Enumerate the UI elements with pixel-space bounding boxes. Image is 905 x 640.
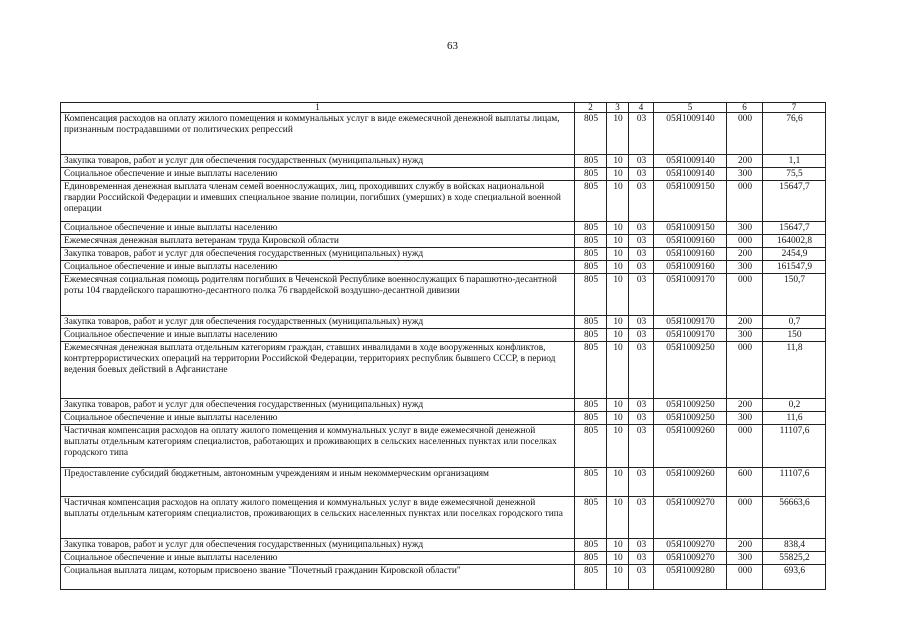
row-section-cell: 10	[607, 412, 629, 425]
row-expense-type-cell: 000	[727, 181, 763, 222]
row-section-cell: 10	[607, 539, 629, 552]
row-amount-cell: 150,7	[763, 274, 826, 316]
row-subsection-cell: 03	[629, 329, 654, 342]
row-subsection-cell: 03	[629, 316, 654, 329]
row-section-cell: 10	[607, 261, 629, 274]
row-target-article-cell: 05Я1009280	[654, 565, 727, 590]
row-amount-cell: 15647,7	[763, 222, 826, 235]
row-ministry-code-cell: 805	[575, 497, 607, 539]
row-subsection-cell: 03	[629, 468, 654, 497]
table-row	[61, 399, 826, 412]
row-name-cell: Предоставление субсидий бюджетным, автономным учреждениям и иным некоммерческим организациям	[61, 468, 575, 497]
row-amount-cell: 76,6	[763, 113, 826, 155]
header-cell: 7	[763, 103, 826, 113]
row-expense-type-cell: 200	[727, 155, 763, 168]
row-subsection-cell: 03	[629, 399, 654, 412]
row-amount-cell: 55825,2	[763, 552, 826, 565]
row-amount-cell: 150	[763, 329, 826, 342]
header-cell: 4	[629, 103, 654, 113]
row-ministry-code-cell: 805	[575, 222, 607, 235]
row-ministry-code-cell: 805	[575, 468, 607, 497]
row-section-cell: 10	[607, 565, 629, 590]
row-name-cell: Закупка товаров, работ и услуг для обеспечения государственных (муниципальных) нужд	[61, 539, 575, 552]
table-row	[61, 248, 826, 261]
row-subsection-cell: 03	[629, 261, 654, 274]
row-subsection-cell: 03	[629, 274, 654, 316]
row-target-article-cell: 05Я1009140	[654, 168, 727, 181]
row-section-cell: 10	[607, 552, 629, 565]
row-ministry-code-cell: 805	[575, 155, 607, 168]
row-subsection-cell: 03	[629, 168, 654, 181]
header-cell: 5	[654, 103, 727, 113]
table-row	[61, 261, 826, 274]
row-target-article-cell: 05Я1009170	[654, 316, 727, 329]
row-section-cell: 10	[607, 497, 629, 539]
header-cell: 6	[727, 103, 763, 113]
row-name-cell: Частичная компенсация расходов на оплату жилого помещения и коммунальных услуг в виде ежемесячной денежной выплаты отдельным категориям специалистов, проживающих в сельских населенных пунктах или поселках городского типа	[61, 497, 575, 539]
row-expense-type-cell: 300	[727, 329, 763, 342]
row-ministry-code-cell: 805	[575, 399, 607, 412]
row-amount-cell: 1,1	[763, 155, 826, 168]
row-ministry-code-cell: 805	[575, 168, 607, 181]
row-subsection-cell: 03	[629, 113, 654, 155]
row-expense-type-cell: 000	[727, 497, 763, 539]
row-amount-cell: 15647,7	[763, 181, 826, 222]
row-target-article-cell: 05Я1009270	[654, 497, 727, 539]
header-cell: 3	[607, 103, 629, 113]
table-row	[61, 235, 826, 248]
row-ministry-code-cell: 805	[575, 552, 607, 565]
table-row	[61, 497, 826, 539]
row-section-cell: 10	[607, 399, 629, 412]
table-row	[61, 468, 826, 497]
row-subsection-cell: 03	[629, 222, 654, 235]
row-section-cell: 10	[607, 468, 629, 497]
row-target-article-cell: 05Я1009160	[654, 261, 727, 274]
row-target-article-cell: 05Я1009170	[654, 329, 727, 342]
row-name-cell: Социальное обеспечение и иные выплаты населению	[61, 329, 575, 342]
row-target-article-cell: 05Я1009260	[654, 425, 727, 468]
row-section-cell: 10	[607, 181, 629, 222]
page-number: 63	[447, 40, 458, 52]
row-amount-cell: 11,8	[763, 342, 826, 399]
row-ministry-code-cell: 805	[575, 181, 607, 222]
row-name-cell: Закупка товаров, работ и услуг для обеспечения государственных (муниципальных) нужд	[61, 248, 575, 261]
row-target-article-cell: 05Я1009170	[654, 274, 727, 316]
row-section-cell: 10	[607, 274, 629, 316]
row-section-cell: 10	[607, 235, 629, 248]
row-subsection-cell: 03	[629, 425, 654, 468]
row-target-article-cell: 05Я1009140	[654, 113, 727, 155]
table-row	[61, 539, 826, 552]
row-subsection-cell: 03	[629, 235, 654, 248]
row-expense-type-cell: 300	[727, 222, 763, 235]
row-target-article-cell: 05Я1009250	[654, 399, 727, 412]
row-expense-type-cell: 300	[727, 552, 763, 565]
row-name-cell: Закупка товаров, работ и услуг для обеспечения государственных (муниципальных) нужд	[61, 399, 575, 412]
table-row	[61, 316, 826, 329]
row-ministry-code-cell: 805	[575, 342, 607, 399]
row-ministry-code-cell: 805	[575, 113, 607, 155]
row-target-article-cell: 05Я1009270	[654, 552, 727, 565]
row-ministry-code-cell: 805	[575, 316, 607, 329]
row-amount-cell: 838,4	[763, 539, 826, 552]
header-cell: 1	[61, 103, 575, 113]
row-name-cell: Социальная выплата лицам, которым присвоено звание "Почетный гражданин Кировской области"	[61, 565, 575, 590]
row-amount-cell: 75,5	[763, 168, 826, 181]
row-subsection-cell: 03	[629, 155, 654, 168]
row-target-article-cell: 05Я1009160	[654, 248, 727, 261]
table-header-row	[61, 103, 826, 113]
row-subsection-cell: 03	[629, 552, 654, 565]
row-section-cell: 10	[607, 316, 629, 329]
row-section-cell: 10	[607, 113, 629, 155]
header-cell: 2	[575, 103, 607, 113]
row-subsection-cell: 03	[629, 565, 654, 590]
row-subsection-cell: 03	[629, 248, 654, 261]
row-section-cell: 10	[607, 425, 629, 468]
row-name-cell: Ежемесячная денежная выплата отдельным категориям граждан, ставших инвалидами в ходе вооруженных конфликтов, контртеррористических операций на территории Российской Федерации, территориях республик бывшего СССР, в период ведения боевых действий в Афганистане	[61, 342, 575, 399]
row-section-cell: 10	[607, 168, 629, 181]
row-name-cell: Ежемесячная денежная выплата ветеранам труда Кировской области	[61, 235, 575, 248]
row-expense-type-cell: 300	[727, 412, 763, 425]
row-amount-cell: 56663,6	[763, 497, 826, 539]
row-name-cell: Социальное обеспечение и иные выплаты населению	[61, 168, 575, 181]
table-row	[61, 329, 826, 342]
row-target-article-cell: 05Я1009270	[654, 539, 727, 552]
row-expense-type-cell: 200	[727, 316, 763, 329]
row-subsection-cell: 03	[629, 539, 654, 552]
row-expense-type-cell: 300	[727, 168, 763, 181]
table-row	[61, 168, 826, 181]
row-amount-cell: 0,2	[763, 399, 826, 412]
row-subsection-cell: 03	[629, 497, 654, 539]
table-row	[61, 565, 826, 590]
row-name-cell: Закупка товаров, работ и услуг для обеспечения государственных (муниципальных) нужд	[61, 316, 575, 329]
table-row	[61, 222, 826, 235]
row-ministry-code-cell: 805	[575, 248, 607, 261]
table-row	[61, 412, 826, 425]
row-ministry-code-cell: 805	[575, 274, 607, 316]
row-expense-type-cell: 000	[727, 113, 763, 155]
row-section-cell: 10	[607, 342, 629, 399]
row-amount-cell: 164002,8	[763, 235, 826, 248]
row-ministry-code-cell: 805	[575, 329, 607, 342]
row-ministry-code-cell: 805	[575, 412, 607, 425]
table-row	[61, 113, 826, 155]
row-expense-type-cell: 000	[727, 342, 763, 399]
row-expense-type-cell: 200	[727, 248, 763, 261]
row-amount-cell: 2454,9	[763, 248, 826, 261]
row-expense-type-cell: 200	[727, 539, 763, 552]
budget-table	[60, 102, 826, 590]
row-name-cell: Социальное обеспечение и иные выплаты населению	[61, 261, 575, 274]
row-amount-cell: 693,6	[763, 565, 826, 590]
row-name-cell: Компенсация расходов на оплату жилого помещения и коммунальных услуг в виде ежемесячной денежной выплаты лицам, признанным пострадавшими от политических репрессий	[61, 113, 575, 155]
row-name-cell: Частичная компенсация расходов на оплату жилого помещения и коммунальных услуг в виде ежемесячной денежной выплаты отдельным категориям специалистов, работающих и проживающих в сельских населенных пунктах или поселках городского типа	[61, 425, 575, 468]
row-amount-cell: 161547,9	[763, 261, 826, 274]
row-expense-type-cell: 000	[727, 425, 763, 468]
row-expense-type-cell: 000	[727, 565, 763, 590]
table-row	[61, 425, 826, 468]
row-target-article-cell: 05Я1009140	[654, 155, 727, 168]
row-ministry-code-cell: 805	[575, 261, 607, 274]
row-section-cell: 10	[607, 155, 629, 168]
row-target-article-cell: 05Я1009260	[654, 468, 727, 497]
row-amount-cell: 11107,6	[763, 468, 826, 497]
row-subsection-cell: 03	[629, 342, 654, 399]
row-amount-cell: 11,6	[763, 412, 826, 425]
row-section-cell: 10	[607, 248, 629, 261]
table-row	[61, 155, 826, 168]
row-name-cell: Социальное обеспечение и иные выплаты населению	[61, 412, 575, 425]
row-subsection-cell: 03	[629, 412, 654, 425]
row-expense-type-cell: 000	[727, 274, 763, 316]
row-expense-type-cell: 600	[727, 468, 763, 497]
row-expense-type-cell: 000	[727, 235, 763, 248]
table-row	[61, 181, 826, 222]
row-target-article-cell: 05Я1009150	[654, 181, 727, 222]
row-name-cell: Социальное обеспечение и иные выплаты населению	[61, 552, 575, 565]
row-target-article-cell: 05Я1009250	[654, 412, 727, 425]
row-section-cell: 10	[607, 329, 629, 342]
row-target-article-cell: 05Я1009160	[654, 235, 727, 248]
table-row	[61, 274, 826, 316]
row-name-cell: Закупка товаров, работ и услуг для обеспечения государственных (муниципальных) нужд	[61, 155, 575, 168]
row-ministry-code-cell: 805	[575, 539, 607, 552]
row-amount-cell: 11107,6	[763, 425, 826, 468]
row-subsection-cell: 03	[629, 181, 654, 222]
row-ministry-code-cell: 805	[575, 235, 607, 248]
row-name-cell: Единовременная денежная выплата членам семей военнослужащих, лиц, проходивших службу в войсках национальной гвардии Российской Федерации и имевших специальное звание полиции, погибших (умерших) в ходе специальной военной операции	[61, 181, 575, 222]
row-expense-type-cell: 200	[727, 399, 763, 412]
row-ministry-code-cell: 805	[575, 565, 607, 590]
row-name-cell: Ежемесячная социальная помощь родителям погибших в Чеченской Республике военнослужащих 6 парашютно-десантной роты 104 гвардейского парашютно-десантного полка 76 гвардейской воздушно-десантной дивизии	[61, 274, 575, 316]
row-section-cell: 10	[607, 222, 629, 235]
row-target-article-cell: 05Я1009250	[654, 342, 727, 399]
table-row	[61, 342, 826, 399]
row-ministry-code-cell: 805	[575, 425, 607, 468]
row-amount-cell: 0,7	[763, 316, 826, 329]
row-name-cell: Социальное обеспечение и иные выплаты населению	[61, 222, 575, 235]
row-target-article-cell: 05Я1009150	[654, 222, 727, 235]
row-expense-type-cell: 300	[727, 261, 763, 274]
table-row	[61, 552, 826, 565]
